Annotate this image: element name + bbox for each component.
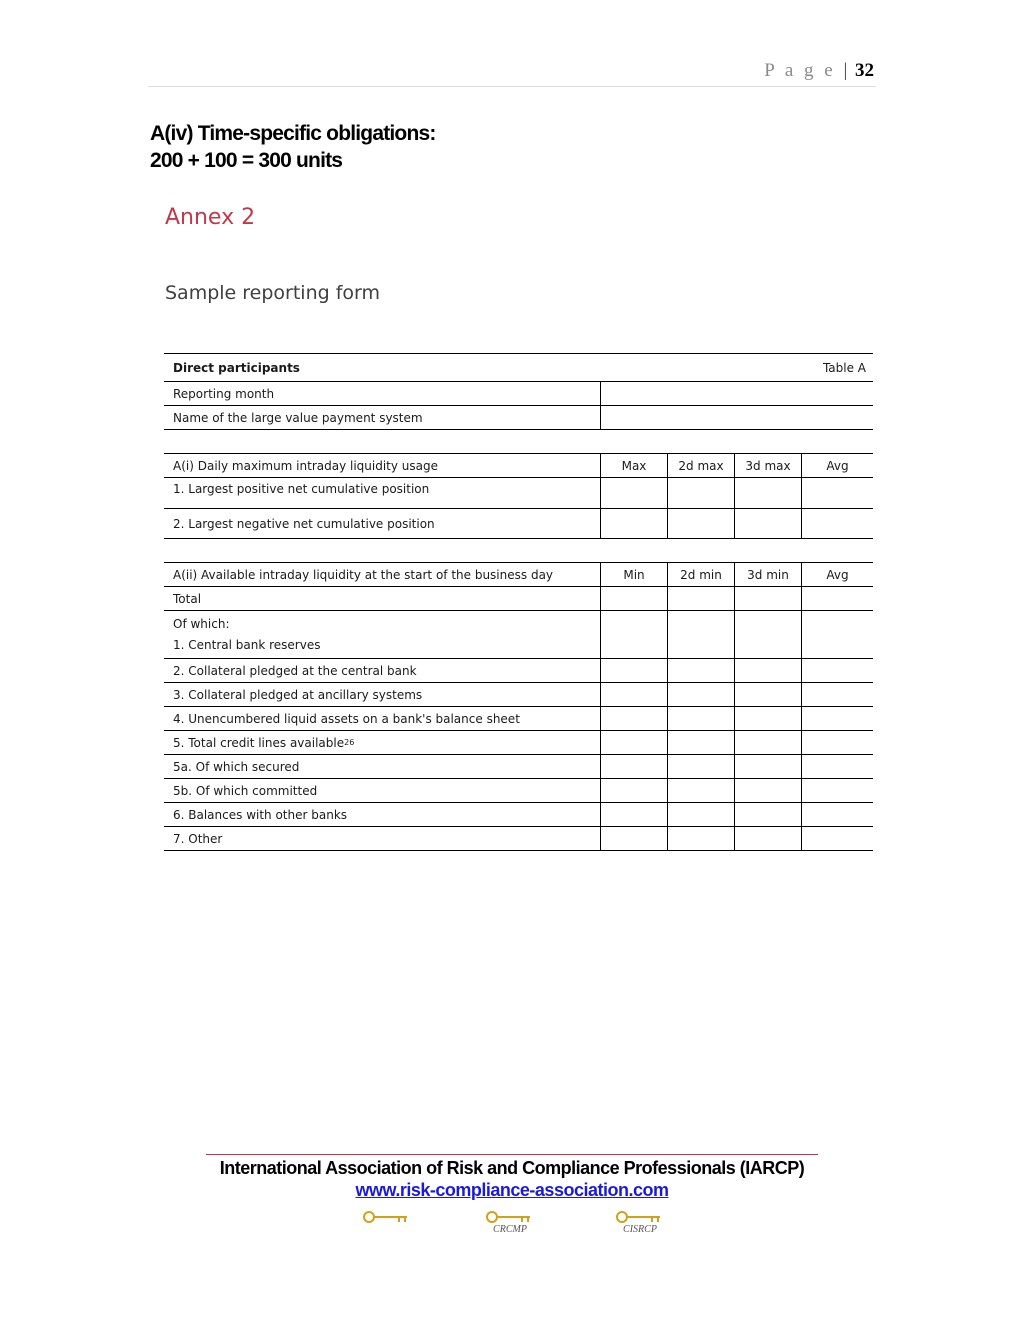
input-cell[interactable] <box>600 683 667 706</box>
input-cell[interactable] <box>667 509 734 538</box>
input-cell[interactable] <box>667 611 734 658</box>
footer-organization: International Association of Risk and Compliance Professionals (IARCP) <box>219 1158 805 1178</box>
table-row <box>164 478 873 509</box>
input-cell[interactable] <box>600 707 667 730</box>
input-cell[interactable] <box>667 683 734 706</box>
row-label: Total <box>173 591 202 606</box>
row-label: 1. Largest positive net cumulative position <box>173 482 430 496</box>
col-header: 2d max <box>667 454 734 477</box>
a2-header-row <box>164 562 873 587</box>
input-cell[interactable] <box>600 406 873 429</box>
input-cell[interactable] <box>801 611 873 658</box>
input-cell[interactable] <box>600 827 667 850</box>
footnote-ref[interactable]: 26 <box>344 738 355 747</box>
row-label-group <box>164 611 600 658</box>
table-label: Table A <box>822 360 866 375</box>
input-cell[interactable] <box>600 803 667 826</box>
form-title: Sample reporting form <box>165 282 381 304</box>
table-row <box>164 707 873 731</box>
col-header: Avg <box>801 563 873 586</box>
a2-title: A(ii) Available intraday liquidity at the start of the business day <box>173 567 554 582</box>
heading-line-1: A(iv) Time-specific obligations: <box>150 122 436 145</box>
table-row <box>164 509 873 539</box>
table-row <box>164 827 873 851</box>
input-cell[interactable] <box>801 779 873 802</box>
input-cell[interactable] <box>801 478 873 508</box>
footer-link[interactable]: www.risk-compliance-association.com <box>355 1180 669 1200</box>
row-label: 2. Collateral pledged at the central bank <box>173 663 417 678</box>
spacer <box>164 539 873 562</box>
input-cell[interactable] <box>734 683 801 706</box>
table-header-row <box>164 353 873 382</box>
page-number-value: 32 <box>855 60 874 81</box>
input-cell[interactable] <box>667 707 734 730</box>
row-label: Name of the large value payment system <box>173 410 423 425</box>
row-label: 7. Other <box>173 831 223 846</box>
input-cell[interactable] <box>801 755 873 778</box>
crcmp-logo <box>480 1210 540 1240</box>
info-row-reporting-month <box>164 382 873 406</box>
input-cell[interactable] <box>734 827 801 850</box>
logo-caption: CRCMP <box>493 1224 527 1235</box>
col-header: 3d max <box>734 454 801 477</box>
input-cell[interactable] <box>667 827 734 850</box>
row-label: 6. Balances with other banks <box>173 807 348 822</box>
input-cell[interactable] <box>600 382 873 405</box>
input-cell[interactable] <box>801 659 873 682</box>
col-header: 3d min <box>734 563 801 586</box>
cisrcp-logo <box>610 1210 670 1240</box>
input-cell[interactable] <box>801 803 873 826</box>
table-row <box>164 659 873 683</box>
spacer <box>164 430 873 453</box>
input-cell[interactable] <box>600 659 667 682</box>
reporting-form-table <box>164 353 873 851</box>
input-cell[interactable] <box>734 803 801 826</box>
input-cell[interactable] <box>734 611 801 658</box>
annex-title: Annex 2 <box>165 205 256 230</box>
a1-title: A(i) Daily maximum intraday liquidity usage <box>173 458 439 473</box>
page-label: P a g e <box>764 60 836 81</box>
row-label: 5b. Of which committed <box>173 783 318 798</box>
table-row <box>164 611 873 659</box>
input-cell[interactable] <box>600 755 667 778</box>
input-cell[interactable] <box>600 509 667 538</box>
row-label: 5a. Of which secured <box>173 759 300 774</box>
col-header: Max <box>600 454 667 477</box>
input-cell[interactable] <box>801 731 873 754</box>
row-label: 1. Central bank reserves <box>173 638 321 653</box>
credit-lines-label: 5. Total credit lines available <box>173 735 345 750</box>
page-separator: | <box>843 60 848 81</box>
footer-divider <box>206 1154 818 1155</box>
input-cell[interactable] <box>667 803 734 826</box>
input-cell[interactable] <box>801 683 873 706</box>
input-cell[interactable] <box>667 731 734 754</box>
a1-header-row <box>164 453 873 478</box>
input-cell[interactable] <box>667 587 734 610</box>
input-cell[interactable] <box>734 587 801 610</box>
input-cell[interactable] <box>801 707 873 730</box>
input-cell[interactable] <box>734 779 801 802</box>
table-row <box>164 803 873 827</box>
row-label: 3. Collateral pledged at ancillary systems <box>173 687 423 702</box>
heading-line-2: 200 + 100 = 300 units <box>150 149 343 172</box>
input-cell[interactable] <box>667 659 734 682</box>
input-cell[interactable] <box>734 755 801 778</box>
input-cell[interactable] <box>600 587 667 610</box>
input-cell[interactable] <box>600 779 667 802</box>
input-cell[interactable] <box>600 731 667 754</box>
of-which-label: Of which: <box>173 616 230 631</box>
logo-caption: CISRCP <box>623 1224 657 1235</box>
iarcp-logo <box>357 1210 417 1240</box>
section-title: Direct participants <box>173 360 300 375</box>
col-header: Avg <box>801 454 873 477</box>
info-row-payment-system <box>164 406 873 430</box>
input-cell[interactable] <box>734 659 801 682</box>
input-cell[interactable] <box>667 755 734 778</box>
col-header: 2d min <box>667 563 734 586</box>
input-cell[interactable] <box>734 731 801 754</box>
page-header <box>148 58 876 87</box>
input-cell[interactable] <box>667 478 734 508</box>
table-row <box>164 755 873 779</box>
input-cell[interactable] <box>801 509 873 538</box>
input-cell[interactable] <box>734 478 801 508</box>
row-label <box>164 731 600 754</box>
input-cell[interactable] <box>600 478 667 508</box>
row-label: 4. Unencumbered liquid assets on a bank's balance sheet <box>173 711 520 726</box>
table-row <box>164 731 873 755</box>
input-cell[interactable] <box>600 611 667 658</box>
section-heading <box>150 120 436 174</box>
input-cell[interactable] <box>734 707 801 730</box>
table-row <box>164 587 873 611</box>
input-cell[interactable] <box>667 779 734 802</box>
table-row <box>164 779 873 803</box>
table-row <box>164 683 873 707</box>
page-number <box>764 60 874 82</box>
input-cell[interactable] <box>734 509 801 538</box>
input-cell[interactable] <box>801 827 873 850</box>
row-label: 2. Largest negative net cumulative position <box>173 516 435 531</box>
key-icon <box>357 1210 417 1226</box>
input-cell[interactable] <box>801 587 873 610</box>
row-label: Reporting month <box>173 386 275 401</box>
col-header: Min <box>600 563 667 586</box>
